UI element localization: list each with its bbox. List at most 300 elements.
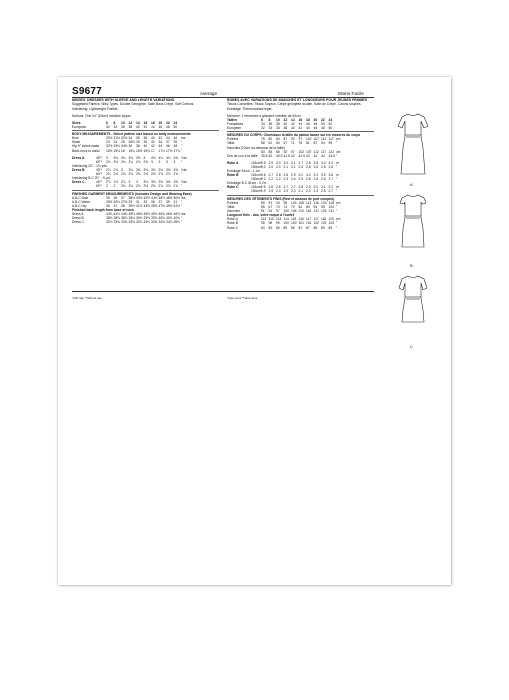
cell: 26½ — [128, 140, 135, 145]
cell: 35 — [151, 199, 155, 204]
cell: 87 — [298, 225, 303, 230]
yardage-fr — [227, 161, 374, 194]
row-label: Taille — [227, 205, 235, 210]
cell: 3½ — [166, 180, 171, 185]
cell: 2.6 — [313, 177, 319, 182]
cell: 2⅛ — [136, 172, 141, 177]
cell: 32½ — [106, 144, 113, 149]
finished-measurements-title-en: FINISHED GARMENT MEASUREMENTS (includes Design and Wearing Ease) — [72, 190, 219, 196]
cell: 45⅞ — [151, 212, 158, 217]
cell: 2.5 — [298, 177, 304, 182]
body-measurements-title-en: BODY MEASUREMENTS - Select pattern size based on body measurements — [72, 130, 219, 136]
cell: 4⅜ — [173, 155, 179, 160]
cell: 34 — [268, 125, 273, 130]
cell: 2.8 — [261, 160, 266, 165]
cell: 32⅞ — [106, 220, 113, 225]
cell: 2.0 — [283, 189, 289, 194]
cell: 100 — [283, 221, 290, 226]
row-label: Poitrine — [227, 137, 239, 142]
cell: 2⅞ — [158, 184, 164, 189]
cell: 3.1 — [321, 185, 326, 190]
cell: 48 — [166, 124, 170, 129]
cell: 67 — [283, 141, 288, 146]
cell: 3 — [106, 155, 108, 160]
row-label: Robe B — [227, 221, 238, 226]
cell: 2⅞ — [121, 180, 126, 185]
cell: 45⅜ — [136, 212, 143, 217]
unit: " — [336, 153, 338, 158]
cell: 2.7 — [283, 185, 289, 190]
row-sub — [96, 125, 106, 129]
cell: 102 — [321, 221, 327, 226]
cell: 36 — [106, 203, 110, 208]
cell: 39⅜ — [136, 216, 143, 221]
cell: 39.5 — [261, 153, 268, 158]
cell: 2⅝ — [143, 172, 149, 177]
cell: 3⅛ — [151, 167, 156, 172]
cell: 37 — [158, 199, 163, 204]
cell: 6 — [106, 120, 108, 125]
cell: 46⅛ — [158, 212, 165, 217]
measurement-row — [72, 220, 219, 224]
cell: 43 — [306, 153, 310, 158]
cell: 3¼ — [128, 155, 134, 160]
cell: 2.0 — [291, 189, 296, 194]
cell: 44⅝ — [121, 212, 128, 217]
cell: 119 — [328, 217, 334, 222]
cell: 3.5 — [321, 173, 326, 178]
cell: 87 — [283, 137, 288, 142]
cell: 29 — [128, 199, 133, 204]
cell: 102 — [313, 221, 320, 226]
cell: 39⅝ — [143, 216, 150, 221]
figure-label: C — [410, 344, 413, 349]
cell: 2.1 — [283, 164, 289, 169]
cell: 39 — [166, 199, 170, 204]
cell: 33½ — [113, 144, 120, 149]
cell: 3.0 — [283, 160, 289, 165]
cell: 38 — [283, 125, 288, 130]
cell: 85 — [276, 225, 280, 230]
cell: 42 — [158, 136, 163, 141]
row-label: Bust — [72, 136, 79, 141]
cell: 87 — [313, 141, 318, 146]
unit: " — [181, 216, 183, 221]
cell: 10 — [276, 117, 280, 122]
cell: 2⅝ — [143, 159, 149, 164]
cell: 114 — [283, 217, 289, 222]
unit: " — [336, 177, 338, 182]
unit: " — [336, 141, 338, 146]
cell: 2½ — [143, 184, 149, 189]
cell: 2.4 — [298, 164, 304, 169]
cell: 33⅜ — [121, 220, 128, 225]
cell: 67 — [268, 205, 273, 210]
cell: 2.3 — [313, 189, 319, 194]
cell: 36 — [136, 136, 140, 141]
row-label: Robe C — [227, 225, 239, 230]
cell: 2.7 — [268, 173, 274, 178]
cell: 78 — [261, 137, 265, 142]
cell: 2.4 — [291, 177, 296, 182]
cell: 98 — [261, 221, 265, 226]
cell: 74 — [283, 205, 288, 210]
finished-measurements-fr — [227, 201, 374, 213]
unit: " — [181, 203, 183, 208]
fabric-width: 60"* — [96, 184, 103, 189]
row-sub — [251, 126, 261, 130]
cell: 38⅞ — [121, 216, 128, 221]
cell: 117 — [328, 137, 334, 142]
cell: 44½ — [151, 195, 158, 200]
cell: 26½ — [113, 199, 120, 204]
cell: 40⅛ — [158, 216, 165, 221]
cell: 34⅞ — [166, 220, 173, 225]
cell: 44 — [298, 121, 303, 126]
unit: " — [336, 189, 338, 194]
cell: 2.0 — [276, 189, 281, 194]
cell: 2⅛ — [121, 159, 126, 164]
fabric-width: 45"* — [96, 180, 103, 185]
row-label: European — [72, 124, 87, 129]
cell: 85 — [268, 149, 273, 154]
cell: 30½ — [106, 136, 113, 141]
cell: 18 — [151, 120, 155, 125]
cell: 39⅛ — [128, 216, 135, 221]
cell: 2.6 — [261, 173, 266, 178]
cell: 34⅜ — [151, 220, 158, 225]
cell: 37 — [166, 140, 170, 145]
row-label: Robe C — [227, 185, 239, 190]
cell: 42 — [291, 121, 295, 126]
cell: 112 — [313, 149, 319, 154]
cell: 44⅜ — [113, 212, 120, 217]
cell: 103 — [328, 221, 335, 226]
cell: 112 — [261, 217, 267, 222]
cell: 2.2 — [276, 177, 281, 182]
cell: 2.2 — [306, 189, 311, 194]
body-measurements-en — [72, 136, 219, 152]
cell: 2.8 — [298, 185, 304, 190]
figure-label: B — [410, 263, 413, 268]
cell: 36 — [276, 125, 280, 130]
cell: 48 — [321, 125, 325, 130]
cell: 58 — [261, 141, 265, 146]
yardage-en — [72, 156, 219, 189]
cell: 118 — [313, 200, 319, 205]
cell: 2⅛ — [121, 172, 126, 177]
cell: 92 — [291, 137, 295, 142]
row-label: Taille — [227, 141, 235, 146]
cell: 64 — [276, 141, 280, 146]
cell: 31 — [136, 199, 140, 204]
european-row-en — [72, 125, 219, 129]
cell: 38 — [136, 144, 140, 149]
cell: 2⅛ — [113, 159, 119, 164]
cell: 23 — [106, 140, 110, 145]
figure-dress-a — [384, 108, 442, 187]
cell: 113 — [276, 217, 282, 222]
row-label: Hanches — [227, 209, 241, 214]
cell: 48 — [173, 144, 178, 149]
cell: 40.5 — [276, 153, 283, 158]
cell: 128 — [328, 200, 335, 205]
unit: m — [336, 160, 339, 165]
cell: 118 — [321, 217, 327, 222]
cell: 3¼ — [158, 167, 164, 172]
cell: 103 — [291, 200, 297, 205]
difficulty-level-fr: Moins Facile — [338, 91, 364, 96]
cell: 44 — [313, 153, 318, 158]
finished-length-fr — [227, 217, 374, 229]
cell: 2.6 — [321, 177, 326, 182]
notions-fr: Mercerie: 1 fermeture à glissière invisible de 63cm. — [227, 113, 302, 118]
cell: 6 — [261, 117, 263, 122]
cell: 2.0 — [276, 164, 281, 169]
cell: 17 — [151, 148, 155, 153]
cell: 85 — [283, 225, 288, 230]
cell: 4⅛ — [151, 155, 156, 160]
cell: 4.0 — [321, 160, 326, 165]
cell: 43½ — [143, 203, 150, 208]
cell: 105 — [291, 209, 297, 214]
figure-label: A — [410, 182, 413, 187]
cell: 3 — [121, 167, 123, 172]
cell: 2.5 — [261, 185, 266, 190]
row-label: A,B,C Hip — [72, 203, 87, 208]
cell: 88 — [313, 225, 318, 230]
cell: 4.2 — [328, 160, 334, 165]
cell: 52 — [328, 121, 333, 126]
cell: 2.9 — [306, 185, 311, 190]
cell: 31½ — [113, 136, 120, 141]
cell: 79 — [291, 205, 295, 210]
cell: 116 — [298, 217, 304, 222]
row-label: Hip-9" below waist — [72, 144, 100, 149]
cell: 16 — [298, 117, 303, 122]
cell: 30 — [143, 140, 148, 145]
cell: 33 — [143, 199, 148, 204]
cell: 3.2 — [298, 173, 304, 178]
cell: 3.3 — [313, 173, 319, 178]
unit: " — [181, 220, 183, 225]
cell: 42.5 — [298, 153, 305, 158]
measurement-row — [227, 226, 374, 230]
yardage-note: Interfacing B,C 20" - ⅝ yd. — [72, 176, 111, 181]
cell: 32½ — [121, 136, 128, 141]
body-measurements-fr — [227, 137, 374, 157]
cell: 34 — [128, 136, 133, 141]
cell: 2.8 — [283, 173, 289, 178]
finished-length-title-en: Finished back length from base of neck — [72, 208, 134, 213]
cell: 91 — [261, 209, 265, 214]
cell: 2.3 — [283, 177, 289, 182]
cell: 84 — [268, 225, 273, 230]
cell: 35⅛ — [173, 220, 180, 225]
row-sub — [96, 220, 106, 224]
cell: 34⅝ — [158, 220, 165, 225]
cell: 97 — [291, 149, 295, 154]
cell: 44⅛ — [106, 212, 113, 217]
cell: 107 — [313, 137, 320, 142]
cell: 40⅝ — [173, 216, 180, 221]
cell: 2.8 — [328, 164, 334, 169]
yardage-note: Interfacing 20" - 1⅛ yds. — [72, 163, 108, 168]
cell: 38½ — [128, 195, 135, 200]
title-en: MISSES' DRESSES WITH SLEEVE AND LENGTH VARIATIONS — [72, 98, 175, 102]
cell: 3 — [173, 159, 176, 164]
unit: m — [336, 185, 339, 190]
cell: 117 — [306, 217, 312, 222]
row-label: Européen — [227, 125, 242, 130]
cell: 81 — [306, 141, 310, 146]
fabric-width: 45"* — [96, 155, 103, 160]
cell: 8 — [113, 120, 116, 125]
dress-b-sketch-icon — [384, 189, 442, 261]
cell: 102 — [298, 149, 305, 154]
row-label: Robe A — [227, 217, 238, 222]
cell: 40 — [283, 121, 288, 126]
cell: 34 — [113, 124, 118, 129]
yardage-row — [72, 184, 219, 188]
cell: 97 — [276, 209, 280, 214]
garment-illustrations — [384, 108, 442, 351]
cell: 89 — [261, 200, 265, 205]
cell: 44 — [166, 136, 170, 141]
cell: 3⅛ — [136, 167, 141, 172]
cell: 37 — [113, 203, 118, 208]
cell: 3 — [151, 159, 153, 164]
row-sub — [251, 154, 261, 158]
cell: 3.0 — [313, 185, 319, 190]
cell: 36 — [113, 195, 118, 200]
cell: 2.8 — [321, 164, 326, 169]
cell: 110 — [298, 209, 304, 214]
unit: " — [336, 164, 338, 169]
cell: 117 — [321, 149, 327, 154]
cell: 34 — [261, 121, 265, 126]
cell: 131 — [328, 209, 335, 214]
cell: 40 — [143, 144, 148, 149]
row-label: A,B,C Bust — [72, 195, 89, 200]
cell: 40½ — [136, 195, 143, 200]
cell: 2 — [113, 184, 116, 189]
cell: 122 — [328, 149, 335, 154]
unit: ins. — [181, 195, 187, 200]
pattern-number: S9677 — [72, 86, 102, 97]
cell: 83 — [261, 149, 265, 154]
cell: 2.7 — [328, 189, 334, 194]
unit: " — [181, 199, 183, 204]
cell: 2¼ — [136, 159, 141, 164]
cell: 44.5 — [328, 153, 335, 158]
cell: 50 — [173, 124, 178, 129]
cell: 87 — [306, 225, 310, 230]
cell: 24 — [328, 117, 333, 122]
cell: 2.9 — [268, 160, 274, 165]
cell: 2⅛ — [128, 184, 134, 189]
cell: 91 — [268, 200, 273, 205]
unit: cm — [336, 149, 341, 154]
cell: 40 — [136, 124, 140, 129]
interfacing-en: Interfacing: Lightweight Fusible. — [72, 106, 119, 111]
cell: 44 — [151, 124, 155, 129]
unit: Yds — [181, 180, 187, 185]
cell: 8 — [268, 117, 271, 122]
cell: 2⅞ — [113, 167, 119, 172]
cell: 46⅜ — [166, 212, 173, 217]
cell: 2⅞ — [106, 180, 111, 185]
cell: 4¼ — [158, 155, 164, 160]
cell: 3.4 — [306, 173, 311, 178]
cell: 46 — [166, 144, 170, 149]
cell: 42 — [298, 125, 303, 130]
cell: 39 — [173, 140, 178, 145]
row-label: Robe B — [227, 173, 239, 178]
cell: 14 — [136, 120, 140, 125]
cell: 2.6 — [268, 185, 274, 190]
cell: 25½ — [106, 199, 113, 204]
cell: 35 — [106, 195, 110, 200]
cell: 10 — [121, 120, 125, 125]
fabric-width: 45"* — [96, 167, 103, 172]
cell: 86 — [291, 225, 295, 230]
cell: 2⅛ — [113, 172, 119, 177]
cell: 2.5 — [321, 189, 326, 194]
cell: 3.6 — [328, 173, 334, 178]
cell: 2⅞ — [113, 180, 119, 185]
cell: 4 — [143, 155, 146, 160]
unit: " — [181, 184, 183, 189]
cell: 3⅝ — [173, 180, 179, 185]
cell: 32 — [151, 140, 155, 145]
european-row-fr — [227, 126, 374, 130]
cell: 2.1 — [291, 164, 296, 169]
cell: 48½ — [166, 195, 173, 200]
unit: " — [181, 159, 183, 164]
difficulty-level-en: Average — [200, 91, 218, 96]
cell: 46 — [306, 121, 310, 126]
unit: Yds — [181, 167, 187, 172]
cell: 27½ — [121, 199, 128, 204]
cell: 20 — [158, 120, 163, 125]
cell: 101 — [298, 221, 305, 226]
cell: 83 — [276, 137, 280, 142]
row-label: Françaises — [227, 121, 244, 126]
cell: 117 — [313, 217, 319, 222]
cell: 44 — [306, 125, 310, 130]
cell: 116 — [306, 209, 312, 214]
cell: 51½ — [173, 203, 180, 208]
cell: 39⅞ — [151, 216, 158, 221]
cell: 41½ — [136, 203, 143, 208]
cell: 94 — [321, 141, 325, 146]
french-column — [227, 98, 374, 230]
cell: 16¾ — [143, 148, 150, 153]
cell: 2 — [106, 184, 108, 189]
cell: 3⅛ — [143, 180, 149, 185]
fabric-width: 150cm* — [251, 189, 263, 194]
cell: 38 — [143, 136, 148, 141]
cell: 2⅝ — [151, 172, 156, 177]
cell: 1.9 — [261, 189, 266, 194]
notions-en: Notions: One 24" (63cm) invisible zipper. — [72, 113, 132, 118]
cell: 4¼ — [166, 155, 171, 160]
cell: 94 — [313, 205, 318, 210]
cell: 3.1 — [291, 160, 296, 165]
cell: 2⅛ — [136, 184, 141, 189]
body-measurements-title-fr: MESURES DU CORPS: Choisissez la taille du patron basée sur les mesures du corps — [227, 131, 374, 137]
